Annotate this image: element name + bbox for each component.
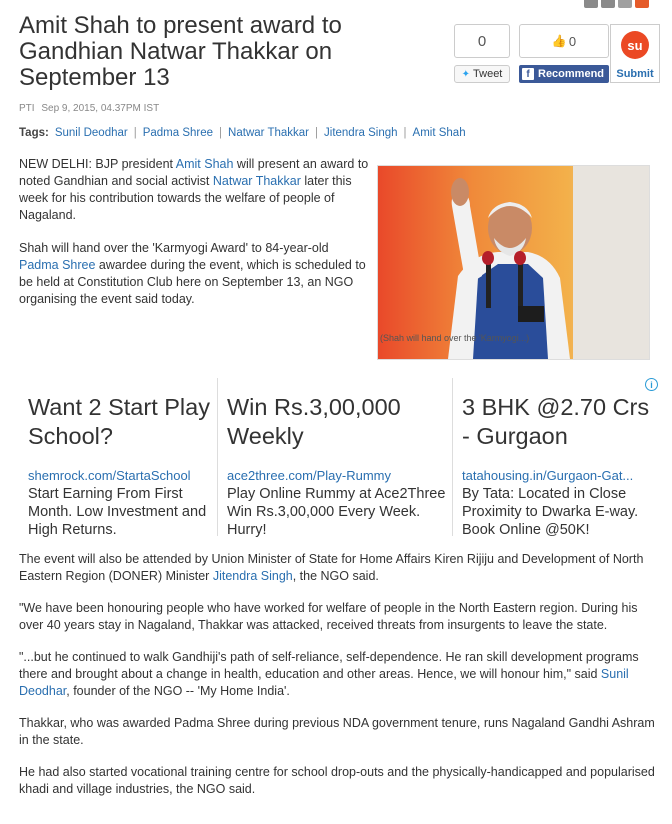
article-lead bbox=[19, 156, 371, 324]
facebook-count-box bbox=[519, 24, 609, 58]
facebook-recommend-button[interactable] bbox=[519, 65, 609, 83]
twitter-bird-icon: ✦ bbox=[461, 68, 471, 80]
tag-separator: | bbox=[219, 127, 223, 139]
amit-shah-link[interactable]: Amit Shah bbox=[175, 157, 234, 171]
ad-unit[interactable] bbox=[19, 378, 217, 536]
tag-link[interactable]: Sunil Deodhar bbox=[54, 127, 128, 139]
body-paragraph bbox=[19, 551, 659, 585]
ad-info-icon[interactable]: i bbox=[645, 378, 658, 391]
article-meta bbox=[19, 103, 163, 114]
stumbleupon-icon: su bbox=[621, 31, 649, 59]
tag-separator: | bbox=[315, 127, 319, 139]
tags-label: Tags: bbox=[19, 127, 49, 139]
ad-headline-number: 3 bbox=[462, 394, 476, 420]
email-icon[interactable] bbox=[584, 0, 598, 8]
ad-url[interactable]: shemrock.com/StartaSchool bbox=[28, 468, 191, 483]
text: NEW DELHI: BJP president bbox=[19, 157, 176, 171]
ad-description: By Tata: Located in Close Proximity to Dwarka E-way. Book Online @50K! bbox=[462, 486, 639, 538]
article-source: PTI bbox=[19, 103, 35, 114]
lead-paragraph bbox=[19, 156, 371, 224]
tweet-label: Tweet bbox=[473, 68, 503, 80]
tag-link[interactable]: Jitendra Singh bbox=[324, 127, 398, 139]
top-share-icons bbox=[584, 0, 649, 8]
stumbleupon-box[interactable] bbox=[610, 24, 660, 66]
padma-shree-link[interactable]: Padma Shree bbox=[19, 258, 96, 272]
body-paragraph: He had also started vocational training centre for school drop-outs and the physically-handicapped and popularised khadi and village industries, the NGO said. bbox=[19, 765, 655, 796]
text: will present an award to noted Gandhian and social activist bbox=[19, 157, 369, 188]
facebook-count: 0 bbox=[568, 33, 577, 49]
ad-headline-text: BHK @2.70 Crs - Gurgaon bbox=[462, 394, 650, 449]
text: , founder of the NGO -- 'My Home India'. bbox=[66, 684, 290, 698]
text: later this week for his contribution towards the welfare of people of Nagaland. bbox=[19, 174, 352, 222]
tag-separator: | bbox=[133, 127, 137, 139]
text: "...but he continued to walk Gandhiji's path of self-reliance, self-dependence. He ran skill development programs there and brought about a change in health, education and other areas. Hence, we will honour him," said bbox=[19, 650, 639, 681]
ad-description: Start Earning From First Month. Low Investment and High Returns. bbox=[28, 486, 207, 538]
ad-headline[interactable] bbox=[462, 393, 650, 453]
stumbleupon-submit-button[interactable]: Submit bbox=[610, 65, 660, 83]
image-caption: (Shah will hand over the 'Karmyogi...) bbox=[380, 333, 530, 343]
lead-paragraph bbox=[19, 240, 371, 308]
body-paragraph bbox=[19, 649, 659, 700]
tag-separator: | bbox=[403, 127, 407, 139]
text: Shah will hand over the 'Karmyogi Award' to 84-year-old bbox=[19, 241, 329, 255]
text: , the NGO said. bbox=[292, 569, 379, 583]
amit-shah-photo bbox=[378, 166, 649, 359]
natwar-thakkar-link[interactable]: Natwar Thakkar bbox=[212, 174, 301, 188]
jitendra-singh-link[interactable]: Jitendra Singh bbox=[212, 569, 293, 583]
ad-description: Play Online Rummy at Ace2Three Win Rs.3,00,000 Every Week. Hurry! bbox=[227, 486, 446, 538]
ad-url[interactable]: ace2three.com/Play-Rummy bbox=[227, 468, 391, 483]
tag-link[interactable]: Padma Shree bbox=[142, 127, 214, 139]
plus-icon[interactable] bbox=[635, 0, 649, 8]
text: The event will also be attended by Union Minister of State for Home Affairs Kiren Rijiju and Development of North Eastern Region (DONER) Minister bbox=[19, 552, 644, 583]
tags-bar bbox=[19, 127, 466, 139]
recommend-label: Recommend bbox=[538, 68, 605, 80]
tag-link[interactable]: Natwar Thakkar bbox=[228, 127, 310, 139]
ad-url[interactable]: tatahousing.in/Gurgaon-Gat... bbox=[462, 468, 634, 483]
ad-block bbox=[19, 378, 660, 536]
body-paragraph: Thakkar, who was awarded Padma Shree during previous NDA government tenure, runs Nagaland Gandhi Ashram in the state. bbox=[19, 716, 655, 747]
thumbs-up-icon: 👍 bbox=[551, 34, 567, 48]
ad-headline[interactable]: Want 2 Start Play School? bbox=[28, 394, 210, 449]
article-body bbox=[19, 551, 659, 813]
body-paragraph: "We have been honouring people who have worked for welfare of people in the North Eastern region. During his over 40 years stay in Nagaland, Thakkar was attacked, received threats from insurgents to leave the state. bbox=[19, 601, 638, 632]
sunil-deodhar-link[interactable]: Sunil Deodhar bbox=[19, 667, 629, 698]
facebook-f-icon: f bbox=[522, 68, 534, 80]
ad-unit[interactable] bbox=[452, 378, 650, 536]
ad-headline[interactable]: Win Rs.3,00,000 Weekly bbox=[227, 394, 401, 449]
tag-link[interactable]: Amit Shah bbox=[412, 127, 466, 139]
article-date: Sep 9, 2015, 04.37PM IST bbox=[41, 103, 160, 114]
share-icon[interactable] bbox=[618, 0, 632, 8]
article-title: Amit Shah to present award to Gandhian Natwar Thakkar on September 13 bbox=[19, 12, 342, 91]
ad-unit[interactable] bbox=[217, 378, 452, 536]
tweet-count: 0 bbox=[454, 24, 510, 58]
tweet-button[interactable] bbox=[454, 65, 510, 83]
text: awardee during the event, which is scheduled to be held at Constitution Club here on September 13, an NGO organising the event said today. bbox=[19, 258, 366, 306]
print-icon[interactable] bbox=[601, 0, 615, 8]
article-image[interactable] bbox=[377, 165, 650, 360]
